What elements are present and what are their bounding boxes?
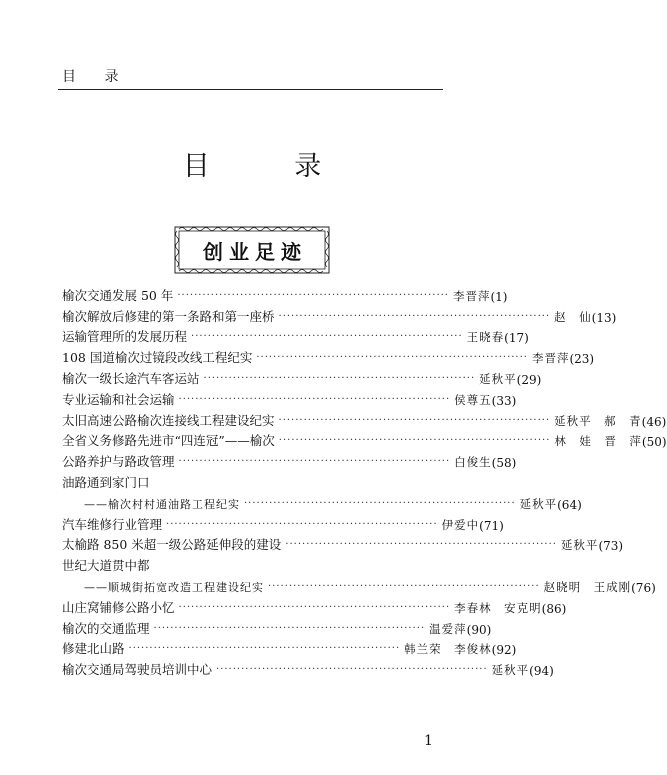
toc-entry-title: ——榆次村村通油路工程纪实 (84, 497, 240, 511)
toc-entry-page: (73) (598, 539, 624, 554)
toc-entry-author: 白俊生 (454, 455, 492, 470)
section-title: 创业足迹 (203, 240, 307, 264)
toc-entry (62, 553, 446, 574)
toc-entry-author: 林 娃 晋 萍 (554, 434, 642, 449)
leader-dots: ································································· (178, 393, 451, 405)
leader-dots: ································································· (278, 310, 551, 322)
toc-entry (62, 637, 517, 658)
page-title: 目 录 (182, 151, 360, 182)
leader-dots: ································································· (268, 580, 540, 592)
toc-entry-page: (46) (641, 414, 667, 429)
toc-entry (62, 366, 542, 387)
toc-entry-title: 榆次交通局驾驶员培训中心 (62, 662, 213, 678)
leader-dots: ································································· (256, 352, 528, 364)
toc-entry-title: 专业运输和社会运输 (62, 391, 175, 407)
toc-entry-author: 延秋平 (479, 371, 517, 386)
toc-entry-author: 侯尊五 (454, 392, 492, 407)
leader-dots: ································································· (177, 289, 449, 301)
toc-list (62, 283, 667, 679)
toc-entry (62, 429, 667, 450)
toc-entry-title: 榆次一级长途汽车客运站 (62, 370, 200, 386)
toc-entry-title: 运输管理所的发展历程 (62, 329, 188, 345)
toc-entry-author: 延秋平 郝 青 (554, 413, 642, 428)
toc-entry (62, 283, 508, 304)
toc-entry (62, 345, 595, 367)
running-header: 目 录 (62, 69, 131, 85)
toc-entry-page: (86) (541, 601, 567, 616)
toc-entry-page: (71) (479, 518, 504, 533)
toc-entry-page: (33) (491, 393, 517, 408)
toc-entry-author: 赵晓明 王成刚 (543, 579, 632, 594)
toc-entry (62, 470, 446, 491)
toc-entry (62, 595, 567, 616)
toc-entry-title: 榆次的交通监理 (62, 620, 150, 636)
toc-entry-page: (90) (466, 622, 492, 637)
toc-entry-title: 油路通到家门口 (62, 474, 150, 490)
toc-entry-title: 世纪大道贯中都 (62, 558, 150, 574)
toc-entry (62, 512, 504, 533)
toc-entry-author: 李晋萍 (531, 351, 570, 366)
leader-dots: ································································· (278, 414, 551, 426)
toc-entry-title: 全省义务修路先进市“四连冠”——榆次 (62, 433, 275, 449)
leader-dots: ································································· (178, 456, 451, 468)
toc-entry-title: 修建北山路 (62, 641, 125, 657)
toc-entry (62, 408, 667, 429)
leader-dots: ································································· (153, 622, 426, 634)
leader-dots: ································································· (216, 664, 488, 676)
toc-entry-subtitle (62, 574, 656, 595)
toc-entry-author: 延秋平 (491, 663, 530, 678)
toc-entry-title: 太旧高速公路榆次连接线工程建设纪实 (62, 412, 275, 428)
toc-entry-author: 李春林 安克明 (454, 600, 542, 615)
toc-entry-title: 108 国道榆次过镜段改线工程纪实 (62, 350, 253, 366)
toc-entry-author: 延秋平 (519, 496, 558, 511)
toc-entry (62, 325, 529, 346)
toc-entry-page: (29) (516, 372, 542, 387)
leader-dots: ································································· (278, 435, 551, 447)
toc-entry-page: (1) (490, 289, 508, 304)
toc-entry-author: 王晓春 (466, 330, 505, 345)
toc-entry (62, 616, 492, 637)
toc-entry-page: (92) (491, 643, 517, 658)
toc-entry-author: 韩兰荣 李俊林 (404, 642, 492, 657)
toc-entry-author: 李晋萍 (452, 288, 491, 303)
toc-entry-page: (50) (641, 435, 667, 450)
toc-entry-author: 延秋平 (560, 538, 599, 553)
toc-entry-title: 榆次解放后修建的第一条路和第一座桥 (62, 308, 275, 324)
page-number: 1 (424, 733, 433, 749)
toc-entry-author: 温爱萍 (429, 621, 467, 636)
toc-entry-title: ——顺城街拓宽改造工程建设纪实 (84, 580, 264, 594)
toc-entry-page: (17) (504, 331, 529, 346)
toc-entry (62, 657, 554, 679)
toc-entry-page: (23) (569, 352, 595, 367)
toc-entry (62, 304, 617, 325)
toc-entry-title: 山庄窝铺修公路小忆 (62, 599, 175, 615)
toc-entry (62, 387, 517, 408)
toc-entry-title: 榆次交通发展 50 年 (62, 287, 174, 303)
toc-entry-page: (94) (529, 664, 554, 679)
leader-dots: ································································· (203, 372, 476, 384)
toc-entry (62, 533, 624, 554)
toc-entry-author: 伊爱中 (441, 517, 480, 532)
leader-dots: ································································· (244, 497, 516, 509)
header-rule (58, 89, 443, 90)
toc-entry-title: 太榆路 850 米超一级公路延伸段的建设 (62, 537, 282, 553)
toc-entry-author: 赵 仙 (554, 309, 592, 324)
toc-entry-page: (76) (631, 580, 656, 595)
leader-dots: ································································· (285, 539, 557, 551)
section-banner (174, 226, 330, 274)
toc-entry-page: (58) (491, 456, 517, 471)
toc-entry-subtitle (62, 491, 582, 512)
leader-dots: ································································· (178, 601, 451, 613)
leader-dots: ································································· (128, 643, 401, 655)
toc-entry-title: 公路养护与路政管理 (62, 454, 175, 470)
leader-dots: ································································· (166, 518, 438, 530)
toc-entry-page: (64) (557, 497, 582, 512)
toc-entry-page: (13) (591, 310, 617, 325)
toc-entry (62, 449, 517, 471)
toc-entry-title: 汽车维修行业管理 (62, 516, 163, 532)
leader-dots: ································································· (191, 331, 463, 343)
